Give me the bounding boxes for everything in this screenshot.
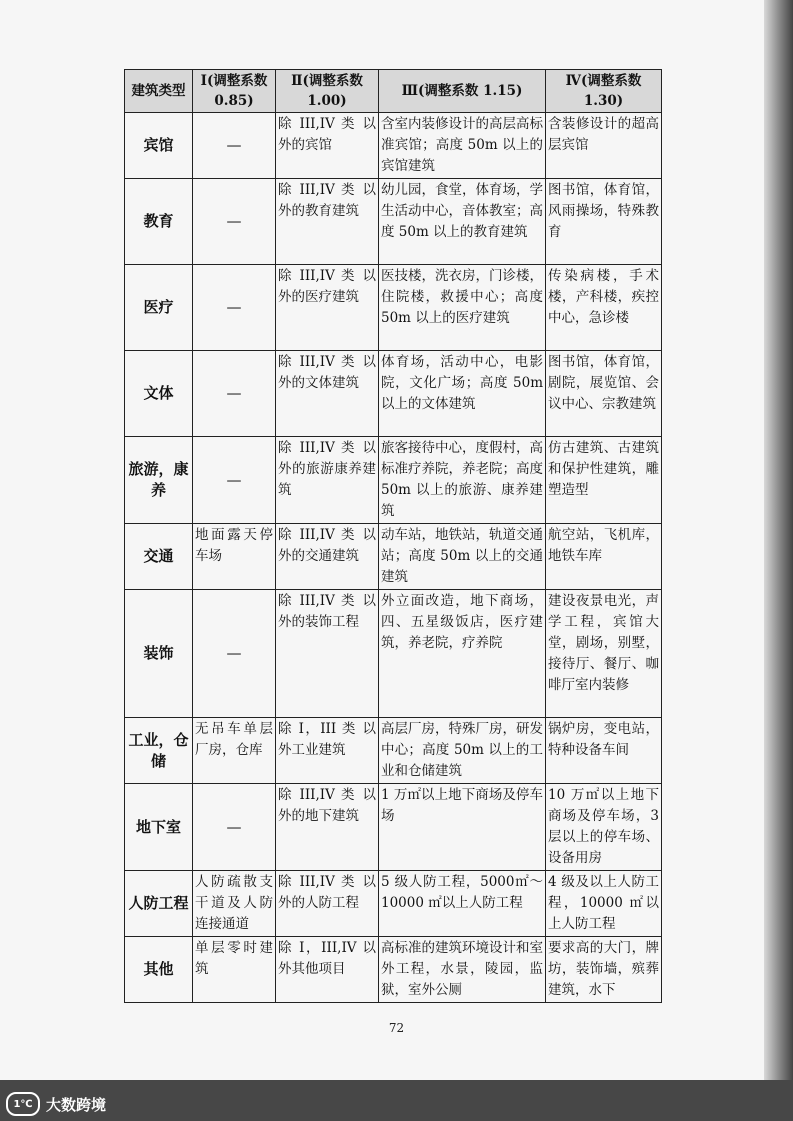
watermark-mark-icon: 1℃: [6, 1092, 40, 1116]
building-type-cell: 其他: [125, 937, 193, 1003]
class-4-cell: 10 万㎡以上地下商场及停车场，3 层以上的停车场、设备用房: [546, 784, 662, 871]
watermark-logo: [6, 1092, 106, 1116]
table-row: [125, 871, 662, 937]
class-2-cell: 除 III,IV 类 以外的医疗建筑: [276, 265, 379, 351]
class-4-cell: 航空站，飞机库，地铁车库: [546, 524, 662, 590]
building-type-cell: 交通: [125, 524, 193, 590]
class-2-cell: 除 III,IV 类 以外的交通建筑: [276, 524, 379, 590]
table-header-row: [125, 70, 662, 113]
class-4-cell: 图书馆，体育馆，风雨操场，特殊教育: [546, 179, 662, 265]
class-1-cell: —: [193, 437, 276, 524]
class-3-cell: 含室内装修设计的高层高标准宾馆；高度 50m 以上的宾馆建筑: [379, 113, 546, 179]
class-3-cell: 体育场，活动中心，电影院，文化广场；高度 50m 以上的文体建筑: [379, 351, 546, 437]
building-type-cell: 人防工程: [125, 871, 193, 937]
class-3-cell: 外立面改造，地下商场，四、五星级饭店，医疗建筑，养老院，疗养院: [379, 590, 546, 718]
class-4-cell: 含装修设计的超高层宾馆: [546, 113, 662, 179]
class-3-cell: 高标准的建筑环境设计和室外工程，水景，陵园，监狱，室外公厕: [379, 937, 546, 1003]
building-type-cell: 装饰: [125, 590, 193, 718]
table-row: [125, 265, 662, 351]
header-building-type: 建筑类型: [125, 70, 193, 113]
class-1-cell: —: [193, 590, 276, 718]
class-1-cell: —: [193, 784, 276, 871]
table-row: [125, 113, 662, 179]
table-row: [125, 524, 662, 590]
building-type-cell: 地下室: [125, 784, 193, 871]
class-4-cell: 4 级及以上人防工程，10000 ㎡以上人防工程: [546, 871, 662, 937]
building-type-cell: 工业，仓储: [125, 718, 193, 784]
page-number: 72: [388, 1021, 405, 1035]
header-class-2: Ⅱ(调整系数 1.00): [276, 70, 379, 113]
coefficient-table-wrapper: [124, 69, 661, 1003]
class-4-cell: 建设夜景电光，声学工程，宾馆大堂，剧场，别墅，接待厅、餐厅、咖啡厅室内装修: [546, 590, 662, 718]
class-1-cell: —: [193, 265, 276, 351]
book-binding-shadow: [764, 0, 793, 1121]
class-4-cell: 仿古建筑、古建筑和保护性建筑，雕塑造型: [546, 437, 662, 524]
table-row: [125, 590, 662, 718]
class-3-cell: 1 万㎡以上地下商场及停车场: [379, 784, 546, 871]
header-class-1: Ⅰ(调整系数 0.85): [193, 70, 276, 113]
building-coefficient-table: [124, 69, 662, 1003]
building-type-cell: 旅游，康养: [125, 437, 193, 524]
table-row: [125, 437, 662, 524]
scan-background-band: [0, 1080, 793, 1121]
class-1-cell: 无吊车单层厂房，仓库: [193, 718, 276, 784]
watermark-text: 大数跨境: [46, 1095, 107, 1114]
class-2-cell: 除 III,IV 类 以外的地下建筑: [276, 784, 379, 871]
header-class-4: Ⅳ(调整系数 1.30): [546, 70, 662, 113]
class-3-cell: 旅客接待中心，度假村，高标准疗养院，养老院；高度 50m 以上的旅游、康养建筑: [379, 437, 546, 524]
table-row: [125, 351, 662, 437]
class-2-cell: 除 III,IV 类 以外的旅游康养建筑: [276, 437, 379, 524]
class-3-cell: 医技楼，洗衣房，门诊楼，住院楼，救援中心；高度 50m 以上的医疗建筑: [379, 265, 546, 351]
class-2-cell: 除 I，III,IV 以外其他项目: [276, 937, 379, 1003]
class-4-cell: 图书馆，体育馆，剧院，展览馆、会议中心、宗教建筑: [546, 351, 662, 437]
class-1-cell: —: [193, 179, 276, 265]
class-2-cell: 除 III,IV 类 以外的教育建筑: [276, 179, 379, 265]
class-1-cell: —: [193, 113, 276, 179]
class-2-cell: 除 I，III 类 以外工业建筑: [276, 718, 379, 784]
building-type-cell: 文体: [125, 351, 193, 437]
header-class-3: Ⅲ(调整系数 1.15): [379, 70, 546, 113]
class-4-cell: 传染病楼，手术楼，产科楼，疾控中心，急诊楼: [546, 265, 662, 351]
class-2-cell: 除 III,IV 类 以外的装饰工程: [276, 590, 379, 718]
class-3-cell: 幼儿园，食堂，体育场，学生活动中心，音体教室；高度 50m 以上的教育建筑: [379, 179, 546, 265]
class-3-cell: 动车站，地铁站，轨道交通站；高度 50m 以上的交通建筑: [379, 524, 546, 590]
class-1-cell: 单层零时建筑: [193, 937, 276, 1003]
class-1-cell: —: [193, 351, 276, 437]
class-1-cell: 地面露天停车场: [193, 524, 276, 590]
building-type-cell: 教育: [125, 179, 193, 265]
table-row: [125, 179, 662, 265]
class-3-cell: 5 级人防工程，5000㎡～10000 ㎡以上人防工程: [379, 871, 546, 937]
class-2-cell: 除 III,IV 类 以外的人防工程: [276, 871, 379, 937]
table-row: [125, 718, 662, 784]
class-2-cell: 除 III,IV 类 以外的宾馆: [276, 113, 379, 179]
building-type-cell: 宾馆: [125, 113, 193, 179]
class-3-cell: 高层厂房，特殊厂房，研发中心；高度 50m 以上的工业和仓储建筑: [379, 718, 546, 784]
class-2-cell: 除 III,IV 类 以外的文体建筑: [276, 351, 379, 437]
building-type-cell: 医疗: [125, 265, 193, 351]
table-row: [125, 937, 662, 1003]
class-4-cell: 要求高的大门，牌坊，装饰墙，殡葬建筑，水下: [546, 937, 662, 1003]
class-1-cell: 人防疏散支干道及人防连接通道: [193, 871, 276, 937]
table-row: [125, 784, 662, 871]
class-4-cell: 锅炉房，变电站，特种设备车间: [546, 718, 662, 784]
